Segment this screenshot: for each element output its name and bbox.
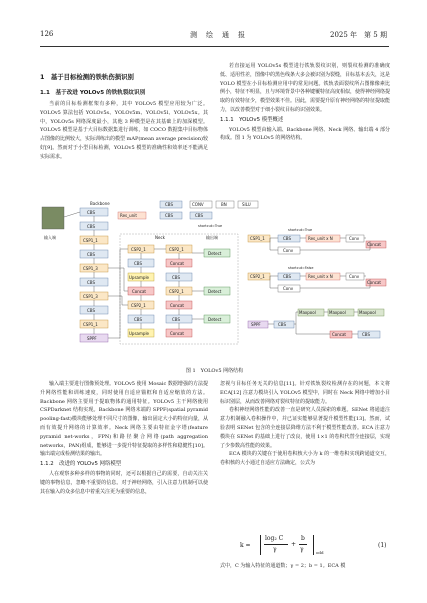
svg-text:CBS: CBS (362, 332, 371, 337)
subsection-title: 1.1 基于改进 YOLOv5 的铁轨裂纹识别 (40, 90, 146, 96)
svg-text:SPPF: SPPF (251, 322, 261, 327)
svg-text:CBS: CBS (87, 210, 96, 215)
svg-text:shortcut=True: shortcut=True (288, 228, 313, 232)
figure-caption: 图 1 YOLOv5 网络结构 (185, 368, 244, 374)
svg-text:Conv: Conv (283, 286, 294, 291)
page-number: 126 (40, 30, 54, 38)
svg-text:CSP2_1: CSP2_1 (131, 303, 146, 308)
svg-text:Maxpool: Maxpool (329, 310, 346, 315)
svg-text:Conv: Conv (283, 248, 294, 253)
svg-text:CSP1_3: CSP1_3 (83, 266, 98, 271)
svg-text:Res_unit: Res_unit (120, 213, 137, 218)
svg-text:Concat: Concat (132, 289, 146, 294)
eq-bden: γ (300, 546, 304, 553)
paragraph: ECA 模块的关键在于使用卷积核大小为 k 的一维卷积实现跨通道交互，卷积核的大小通过自适应方法确定，公式为 (220, 451, 390, 467)
svg-text:CBS: CBS (283, 236, 292, 241)
svg-text:Res_unit x N: Res_unit x N (308, 236, 333, 241)
svg-text:SILU: SILU (242, 202, 251, 207)
eq-lhs: k = (240, 542, 251, 549)
input-label: 输入端 (44, 235, 56, 240)
eq-tag: (1) (378, 542, 387, 549)
eq-bar-right (310, 535, 314, 555)
svg-text:CBS: CBS (283, 274, 292, 279)
svg-text:Concat: Concat (367, 242, 381, 247)
issue-label: 2025 年 第 5 期 (330, 31, 387, 39)
sppf-detail (248, 309, 384, 338)
svg-text:CSP1_1: CSP1_1 (250, 236, 265, 241)
svg-text:CBS: CBS (134, 261, 143, 266)
eq-subscript: odd (316, 550, 324, 555)
section-title: 1 基于目标检测的铁轨伤损识别 (40, 73, 134, 81)
paragraph: 忽视与目标任务无关的信息[11]。针对铁轨裂纹检测存在的问题，本文将 ECA[12] 注意力模块引入 YOLOv5 模型中，同时在 Neck 网络中增加小目标识别层，从而改善网络对裂纹特征的提取能力。 (220, 381, 390, 405)
svg-text:Maxpool: Maxpool (359, 310, 376, 315)
svg-text:Detect: Detect (208, 289, 222, 294)
svg-text:shortcut=True: shortcut=True (198, 224, 223, 228)
svg-text:Conv: Conv (349, 236, 360, 241)
svg-text:shortcut=False: shortcut=False (288, 266, 314, 270)
paragraph: 当前的目标检测框架有多种，其中 YOLOv5 模型应用较为广泛。YOLOv5 算法包括 YOLOv5s、YOLOv5m、YOLOv5l、YOLOv5x。其中，YOLOv5s 网络深度最小，其他 3 种模型是在其基础上的加深模型。YOLOv5 模型是基于大目标数据集进行训练，如 COCO 数据集中目标物体占图像的比例较大，实际训练出的模型 mAP(mean average precision)较好[9]。然而对于小型目标检测，YOLOv5 模型的准确性和效率还不能满足实际需求。 (40, 101, 208, 160)
svg-text:CBS: CBS (87, 224, 96, 229)
svg-text:Concat: Concat (170, 331, 184, 336)
svg-text:CSP1_3: CSP1_3 (83, 294, 98, 299)
eq-fraction-line (264, 544, 288, 545)
output-label: 输出端 (206, 235, 218, 240)
svg-text:Detect: Detect (208, 317, 222, 322)
svg-text:CSP1_1: CSP1_1 (83, 322, 98, 327)
eq-bnum: b (301, 535, 305, 542)
svg-text:Upsample: Upsample (129, 331, 150, 336)
svg-text:CSP2_1: CSP2_1 (131, 247, 146, 252)
backbone-label: Backbone (90, 201, 110, 206)
svg-text:Concat: Concat (332, 332, 346, 337)
right-bottom-text-2 (220, 562, 390, 571)
input-image (42, 207, 64, 229)
paragraph: 若直接运用 YOLOv5s 模型进行铁轨裂纹识别，则裂纹检测的准确度低、适用性差，图像中的黑色线条大多会被识别为裂缝，目标基本丢失，这是 YOLO 模型在小目标检测应用中的常见问题。铁轨表面裂纹所占图像像素比例小，特征不明显，且与环境背景中各种键覆特征高度相似，使得神经网络提取的有效特征少，模型效果不佳。因此，需要提升原有神经网络的特征提取能力，以改善模型对于细小裂纹目标的识别效果。 (220, 63, 391, 113)
legend-cbs (160, 201, 258, 208)
svg-text:Concat: Concat (170, 261, 184, 266)
svg-text:CBS: CBS (172, 275, 181, 280)
subsubsection-title: 1.1.1 YOLOv5 模型概述 (220, 116, 284, 123)
svg-text:CBS: CBS (195, 213, 204, 218)
right-bottom-text (220, 380, 390, 468)
svg-text:CONV: CONV (192, 202, 204, 207)
eq-num: log₂ C (265, 535, 284, 542)
paragraph: 卷积神经网络性能的改善一直是研究人员探索的难题。SENet 将通道注意力机制融入卷积操作中，并已证实能够显著提升模型性能[13]。然而，试验表明 SENet 包含的全连接层降维方法不利于模型性能改善。ECA 注意力模块在 SENet 的基础上进行了改良，使用 1×1 的卷积代替全连接层，实现了少参数高性能的效果。 (220, 407, 390, 449)
svg-text:Concat: Concat (367, 280, 381, 285)
left-bottom-text (40, 380, 208, 496)
eq-fraction-line-2 (299, 544, 307, 545)
svg-text:CSP2_1: CSP2_1 (169, 247, 184, 252)
left-top-text (40, 100, 208, 162)
svg-text:Conv: Conv (349, 274, 360, 279)
svg-text:Detect: Detect (208, 251, 222, 256)
eq-plus: + (291, 541, 297, 548)
journal-name: 测 绘 通 报 (190, 31, 246, 39)
svg-text:CBS: CBS (278, 322, 287, 327)
equation-1 (240, 535, 390, 557)
svg-text:CBS: CBS (87, 252, 96, 257)
paragraph: 输入端主要进行图像预处理。YOLOv5 使用 Mosaic 数据增强的方法提升网络性能和训练速度，同时使用自适应锚框和自适应缩放的方法。Backbone 网络主要用于提取物体的通用特征。YOLOv5 主干网络使用 CSPDarknet 结构实现。Backbone 网络末端的 SPPF(spatial pyramid pooling-fast)模块能够处理不同尺寸的图像，输出固定大小的特征向量，从而有效提升网络的计算效率。Neck 网络主要由特征金字塔(feature pyramid net-works，FPN)和路径聚合网络(path aggregation networks，PAN)组成，能够进一步提升特征提取的多样性和稳健性[10]。输出端完成检测结果的输出。 (40, 381, 208, 458)
svg-text:Concat: Concat (170, 303, 184, 308)
network-diagram (40, 197, 389, 359)
svg-text:CBS: CBS (172, 317, 181, 322)
legend-res-unit (118, 212, 222, 228)
svg-text:Upsample: Upsample (129, 275, 150, 280)
svg-text:CBS: CBS (87, 308, 96, 313)
svg-text:CBS: CBS (165, 202, 174, 207)
svg-text:CBS: CBS (87, 280, 96, 285)
header-rule (40, 46, 389, 47)
neck-label: Neck (155, 235, 165, 240)
detect-heads (204, 249, 230, 323)
paragraph: 人在观察多种多样的事物的同时，还可以根据自己的需要，自动关注关键的事物信息，忽略不重要的信息。对于神经网络，引入注意力机制可以使其在输入的众多信息中着重关注更为重要的信息， (40, 470, 208, 495)
eq-den: γ (273, 546, 277, 553)
svg-text:CBS: CBS (165, 213, 174, 218)
svg-text:CBS: CBS (134, 317, 143, 322)
paragraph: YOLOv5 模型由输入端、Backbone 网络、Neck 网络、输出端 4 部分构成。图 1 为 YOLOv5 的网络结构。 (220, 126, 390, 142)
svg-text:CSP2_1: CSP2_1 (250, 274, 265, 279)
paragraph: 式中，C 为输入特征的通道数；γ = 2；b = 1。ECA 模 (220, 563, 346, 569)
right-top-text (220, 62, 390, 143)
svg-text:Maxpool: Maxpool (299, 310, 316, 315)
svg-text:CSP1_1: CSP1_1 (83, 238, 98, 243)
svg-text:SPPF: SPPF (87, 336, 97, 341)
eq-bar-left (260, 535, 264, 555)
svg-text:Res_unit x N: Res_unit x N (308, 274, 333, 279)
svg-text:CSP2_1: CSP2_1 (169, 289, 184, 294)
svg-text:BN: BN (221, 202, 227, 207)
subsubsection-title: 1.1.2 改进的 YOLOv5 网络模型 (40, 461, 122, 468)
